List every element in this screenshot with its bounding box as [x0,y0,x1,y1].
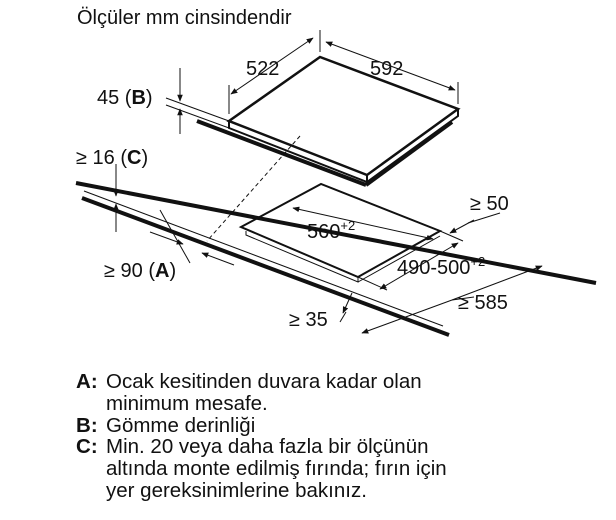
label-rear-gap: ≥ 90 (A) [104,260,177,282]
legend-item-b [76,415,556,437]
legend-text: altında monte edilmiş fırında; fırın için [106,457,447,481]
label-cutout-width: $560^{+2}$ [307,218,356,243]
legend-text: Ocak kesitinden duvara kadar olan [106,370,422,393]
legend-text: yer gereksinimlerine bakınız. [106,478,367,502]
legend-text: Min. 20 veya daha fazla bir ölçünün [106,435,429,459]
label-front-edge: ≥ 35 [289,309,328,331]
legend-text: minimum mesafe. [106,391,268,415]
legend-item-c [76,436,556,501]
label-cutout-depth: $490-500^{+2}$ [397,254,486,279]
legend-key: C: [76,435,98,459]
label-thickness: 45 (B) [97,87,153,109]
label-hob-depth: 522 [246,58,280,80]
legend [76,371,556,502]
dim-right-edge [450,213,500,233]
legend-key: A: [76,370,98,393]
label-worktop-width: ≥ 585 [458,292,508,314]
label-right-edge: ≥ 50 [470,193,509,215]
legend-key: B: [76,413,98,437]
label-wall-gap: ≥ 16 (C) [76,147,149,169]
dim-thickness [166,68,229,134]
page-title: Ölçüler mm cinsindendir [77,7,292,29]
label-hob-width: 592 [370,58,404,80]
legend-text: Gömme derinliği [106,413,256,437]
worktop [76,183,596,335]
legend-item-a [76,371,556,415]
